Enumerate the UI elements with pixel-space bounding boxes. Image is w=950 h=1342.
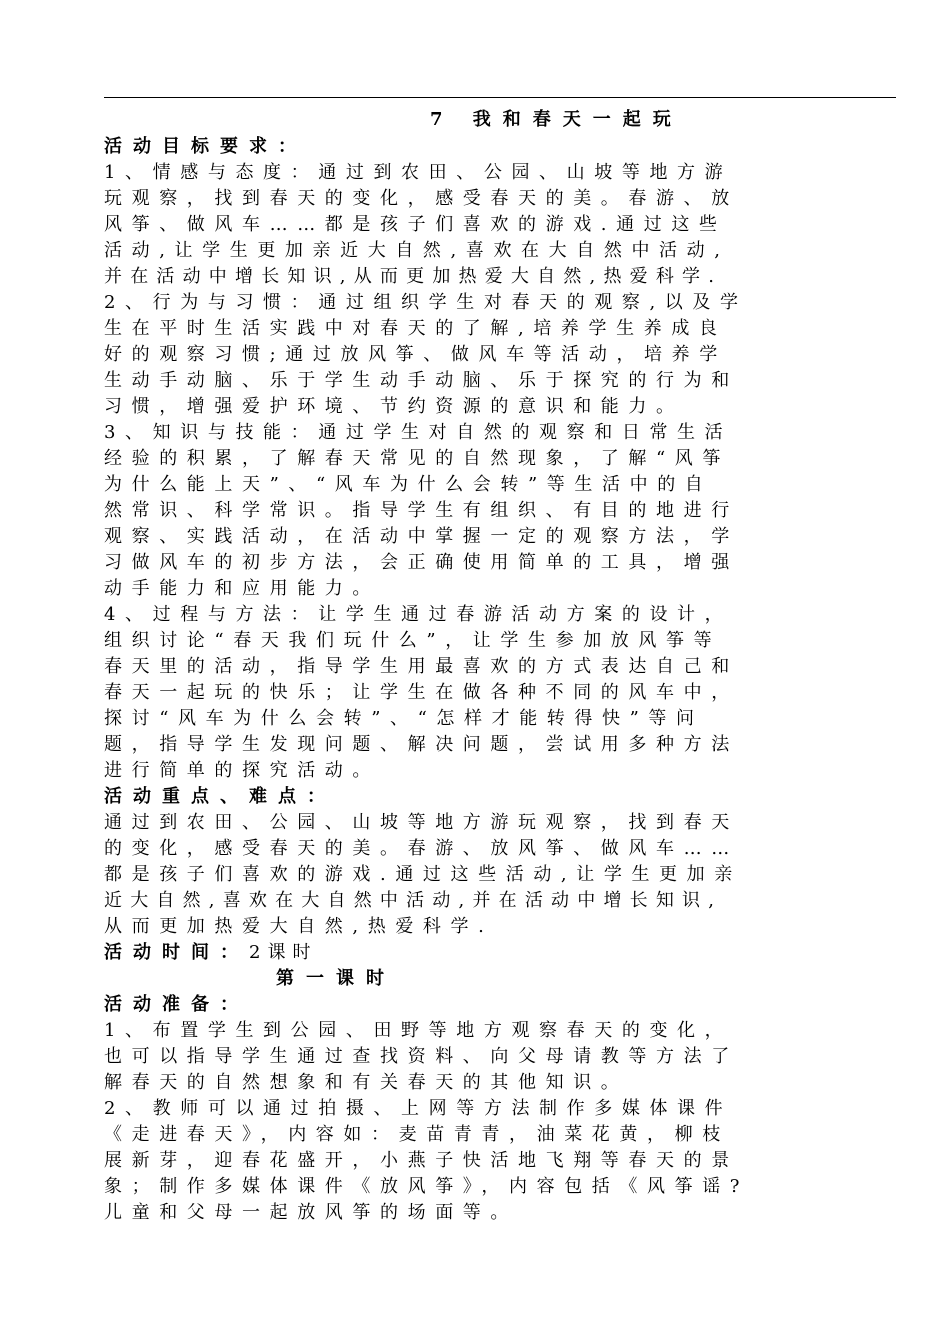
preparation-line: 解春天的自然想象和有关春天的其他知识。 — [104, 1072, 629, 1093]
goals-heading: 活动目标要求： — [104, 136, 307, 157]
header-rule — [104, 97, 896, 98]
key-points-section — [104, 810, 894, 940]
activity-time — [104, 940, 894, 966]
preparation-line: 儿童和父母一起放风筝的场面等。 — [104, 1202, 518, 1223]
goals-line: 春天里的活动，指导学生用最喜欢的方式表达自己和 — [104, 656, 739, 677]
key-points-line: 都是孩子们喜欢的游戏.通过这些活动,让学生更加亲 — [104, 864, 742, 885]
goals-line: 组织讨论“春天我们玩什么”，让学生参加放风筝等 — [104, 630, 722, 651]
key-points-line: 的变化，感受春天的美。春游、放风筝、做风车…… — [104, 838, 739, 859]
preparation-line: 《走进春天》，内容如：麦苗青青，油菜花黄，柳枝 — [104, 1124, 730, 1145]
activity-time-value: 2课时 — [249, 942, 318, 963]
goals-line: 习惯，增强爱护环境、节约资源的意识和能力。 — [104, 396, 684, 417]
preparation-line: 2、教师可以通过拍摄、上网等方法制作多媒体课件 — [104, 1098, 733, 1119]
preparation-section — [104, 1018, 894, 1226]
document-page — [104, 106, 894, 1226]
goals-line: 生在平时生活实践中对春天的了解,培养学生养成良 — [104, 318, 727, 339]
goals-line: 3、知识与技能：通过学生对自然的观察和日常生活 — [104, 422, 733, 443]
key-points-line: 近大自然,喜欢在大自然中活动,并在活动中增长知识, — [104, 890, 723, 911]
preparation-line: 象；制作多媒体课件《放风筝》，内容包括《风筝谣? — [104, 1176, 750, 1197]
goals-line: 1、情感与态度：通过到农田、公园、山坡等地方游 — [104, 162, 733, 183]
goals-line: 活动,让学生更加亲近大自然,喜欢在大自然中活动, — [104, 240, 730, 261]
key-points-line: 通过到农田、公园、山坡等地方游玩观察，找到春天 — [104, 812, 739, 833]
key-points-line: 从而更加热爱大自然,热爱科学. — [104, 916, 494, 937]
preparation-line: 1、布置学生到公园、田野等地方观察春天的变化， — [104, 1020, 733, 1041]
key-points-heading: 活动重点、难点： — [104, 786, 336, 807]
activity-time-label: 活动时间： — [104, 942, 249, 963]
goals-line: 动手能力和应用能力。 — [104, 578, 380, 599]
goals-line: 玩观察，找到春天的变化，感受春天的美。春游、放 — [104, 188, 739, 209]
preparation-line: 展新芽，迎春花盛开，小燕子快活地飞翔等春天的景 — [104, 1150, 739, 1171]
goals-line: 探讨“风车为什么会转”、“怎样才能转得快”等问 — [104, 708, 704, 729]
preparation-line: 也可以指导学生通过查找资料、向父母请教等方法了 — [104, 1046, 739, 1067]
goals-line: 题，指导学生发现问题、解决问题，尝试用多种方法 — [104, 734, 739, 755]
lesson-title: 第一课时 — [276, 968, 396, 989]
preparation-heading: 活动准备： — [104, 994, 249, 1015]
goals-line: 观察、实践活动，在活动中掌握一定的观察方法，学 — [104, 526, 739, 547]
goals-line: 生动手动脑、乐于学生动手动脑、乐于探究的行为和 — [104, 370, 739, 391]
goals-line: 习做风车的初步方法，会正确使用简单的工具，增强 — [104, 552, 739, 573]
goals-line: 经验的积累，了解春天常见的自然现象，了解“风筝 — [104, 448, 730, 469]
goals-line: 进行简单的探究活动。 — [104, 760, 380, 781]
goals-line: 为什么能上天”、“风车为什么会转”等生活中的自 — [104, 474, 713, 495]
goals-line: 好的观察习惯;通过放风筝、做风车等活动，培养学 — [104, 344, 727, 365]
goals-section — [104, 160, 894, 784]
goals-line: 2、行为与习惯：通过组织学生对春天的观察,以及学 — [104, 292, 748, 313]
goals-line: 春天一起玩的快乐；让学生在做各种不同的风车中， — [104, 682, 739, 703]
goals-line: 并在活动中增长知识,从而更加热爱大自然,热爱科学. — [104, 266, 723, 287]
goals-line: 风筝、做风车……都是孩子们喜欢的游戏.通过这些 — [104, 214, 727, 235]
goals-line: 然常识、科学常识。指导学生有组织、有目的地进行 — [104, 500, 739, 521]
document-title: 7 我和春天一起玩 — [430, 109, 683, 130]
goals-line: 4、过程与方法：让学生通过春游活动方案的设计， — [104, 604, 733, 625]
